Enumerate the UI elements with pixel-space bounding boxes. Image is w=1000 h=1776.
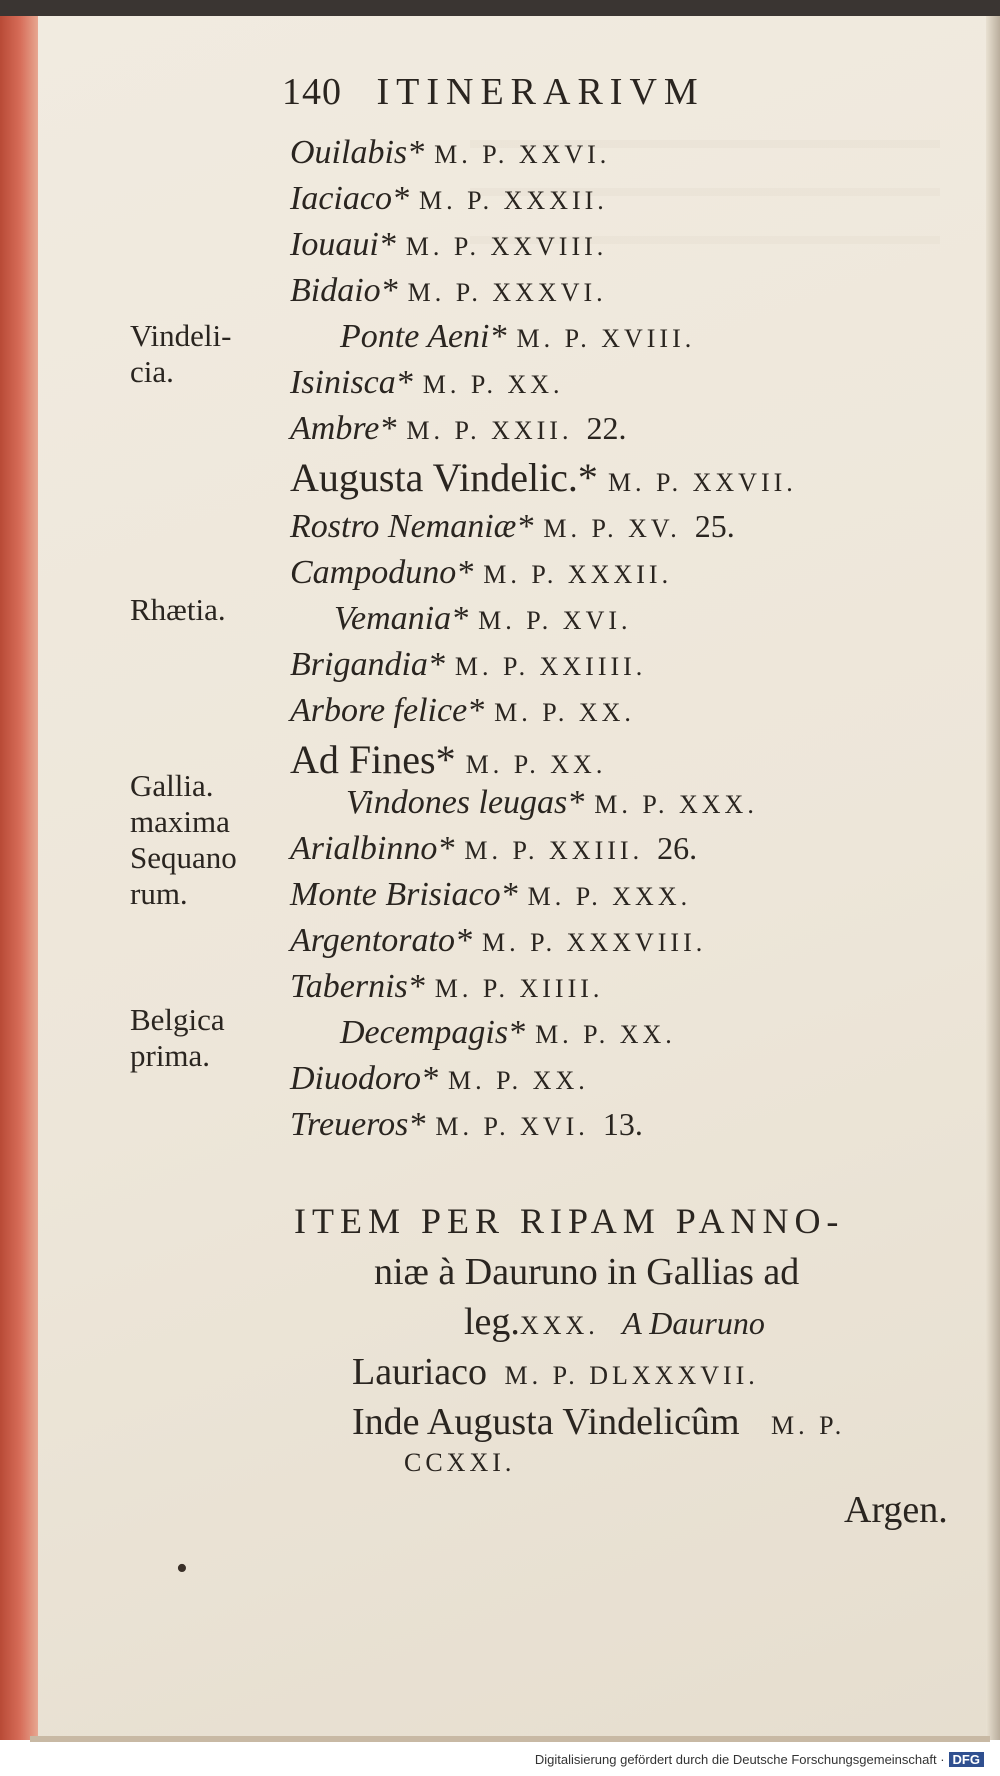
- itinerary-entry: [290, 922, 706, 960]
- heading-text: Inde Augusta Vindelicûm: [352, 1401, 740, 1443]
- distance: M. P. XXIIII.: [454, 652, 647, 681]
- itinerary-entry: [290, 180, 608, 218]
- distance: M. P. XXXII.: [418, 186, 608, 215]
- itinerary-entry: [290, 1060, 589, 1098]
- section-heading-line: [464, 1300, 765, 1344]
- place-name: Tabernis*: [290, 968, 425, 1005]
- place-name: Treueros*: [290, 1106, 426, 1143]
- distance: M. P. XXII.: [406, 416, 573, 445]
- running-header: [282, 70, 705, 114]
- side-note-number: 26.: [657, 830, 698, 866]
- itinerary-entry: [340, 318, 695, 356]
- place-name: Bidaio*: [290, 272, 398, 309]
- heading-text: Lauriaco: [352, 1351, 488, 1393]
- distance: M. P. XXVIII.: [405, 232, 608, 261]
- place-name: Vindones leugas*: [346, 784, 585, 821]
- itinerary-entry: [290, 692, 635, 730]
- itinerary-entry: [346, 784, 758, 822]
- margin-note-line: Sequano: [130, 840, 237, 875]
- itinerary-entry: [290, 830, 697, 868]
- margin-note-line: Vindeli-: [130, 318, 232, 353]
- ink-smudge: •: [176, 1550, 188, 1587]
- heading-numeral: M. P. DLXXXVII.: [504, 1361, 759, 1390]
- distance: M. P. XVI.: [478, 606, 632, 635]
- distance: M. P. XX.: [465, 750, 607, 779]
- distance: M. P. XXXVIII.: [481, 928, 707, 957]
- page-bottom-edge: [30, 1736, 990, 1742]
- itinerary-entry: [290, 454, 797, 501]
- place-name: Arialbinno*: [290, 830, 455, 867]
- itinerary-entry: [290, 226, 607, 264]
- margin-note-line: Rhætia.: [130, 592, 226, 627]
- distance: M. P. XVI.: [435, 1112, 589, 1141]
- section-heading-line: ITEM PER RIPAM PANNO-: [294, 1201, 845, 1241]
- place-name: Ambre*: [290, 410, 397, 447]
- place-name: Iouaui*: [290, 226, 396, 263]
- heading-numeral: M. P.: [771, 1411, 846, 1440]
- side-note-number: 25.: [694, 508, 735, 544]
- itinerary-entry: [290, 646, 646, 684]
- itinerary-entry: [290, 134, 610, 172]
- margin-note-line: Belgica: [130, 1002, 225, 1037]
- margin-note-line: prima.: [130, 1038, 211, 1073]
- itinerary-entry: [290, 1106, 643, 1144]
- place-name: Campoduno*: [290, 554, 474, 591]
- itinerary-entry: [290, 364, 564, 402]
- distance: M. P. XXX.: [594, 790, 758, 819]
- margin-note-gallia: [130, 768, 237, 912]
- section-heading-line: [352, 1350, 759, 1394]
- distance: M. P. XX.: [422, 370, 564, 399]
- heading-text: leg.: [464, 1301, 520, 1343]
- credit-text: Digitalisierung gefördert durch die Deutsche Forschungsgemeinschaft ·: [534, 1752, 945, 1767]
- place-name: Arbore felice*: [290, 692, 485, 729]
- itinerary-entry: [290, 968, 603, 1006]
- itinerary-entry: [334, 600, 632, 638]
- margin-note-rhaetia: [130, 592, 226, 628]
- place-name: Iaciaco*: [290, 180, 409, 217]
- distance: M. P. XXIII.: [464, 836, 644, 865]
- page-right-edge: [986, 16, 1000, 1740]
- itinerary-entry: [290, 508, 735, 546]
- itinerary-entry: [290, 410, 626, 448]
- section-heading-line: CCXXI.: [404, 1448, 516, 1477]
- heading-text: A Dauruno: [622, 1305, 765, 1341]
- distance: M. P. XXXVI.: [407, 278, 607, 307]
- place-name: Augusta Vindelic.*: [290, 455, 598, 500]
- place-name: Monte Brisiaco*: [290, 876, 518, 913]
- margin-note-line: Gallia.: [130, 768, 214, 803]
- distance: M. P. XX.: [494, 698, 635, 727]
- dfg-logo-icon: DFG: [949, 1752, 984, 1767]
- place-name: Diuodoro*: [290, 1060, 438, 1097]
- running-title: ITINERARIVM: [376, 71, 705, 113]
- itinerary-entry: [290, 876, 691, 914]
- distance: M. P. XXVI.: [434, 140, 611, 169]
- place-name: Ponte Aeni*: [340, 318, 507, 355]
- place-name: Argentorato*: [290, 922, 472, 959]
- distance: M. P. XX.: [535, 1020, 676, 1049]
- page-number: 140: [282, 71, 342, 113]
- catchword: Argen.: [844, 1489, 948, 1531]
- itinerary-entry: [290, 736, 606, 783]
- place-name: Decempagis*: [340, 1014, 526, 1051]
- place-name: Brigandia*: [290, 646, 445, 683]
- margin-note-line: maxima: [130, 804, 230, 839]
- distance: M. P. XX.: [447, 1066, 589, 1095]
- place-name: Vemania*: [334, 600, 469, 637]
- place-name: Rostro Nemaniæ*: [290, 508, 534, 545]
- itinerary-entry: [290, 272, 607, 310]
- margin-note-line: cia.: [130, 354, 174, 389]
- margin-note-belgica: [130, 1002, 225, 1074]
- heading-numeral: XXX.: [519, 1311, 599, 1340]
- distance: M. P. XXXII.: [483, 560, 673, 589]
- itinerary-entry: [340, 1014, 676, 1052]
- digitization-credit: [535, 1752, 984, 1767]
- side-note-number: 22.: [586, 410, 627, 446]
- section-heading-line: [352, 1400, 845, 1444]
- distance: M. P. XVIII.: [516, 324, 696, 353]
- itinerary-entry: [290, 554, 672, 592]
- distance: M. P. XXVII.: [607, 468, 797, 497]
- place-name: Ad Fines*: [290, 737, 456, 782]
- distance: M. P. XIIII.: [434, 974, 604, 1003]
- section-heading-line: niæ à Dauruno in Gallias ad: [374, 1251, 800, 1293]
- side-note-number: 13.: [602, 1106, 643, 1142]
- place-name: Ouilabis*: [290, 134, 425, 171]
- scan-top-border: [0, 0, 1000, 16]
- distance: M. P. XXX.: [527, 882, 692, 911]
- place-name: Isinisca*: [290, 364, 413, 401]
- margin-note-vindelicia: [130, 318, 231, 390]
- distance: M. P. XV.: [543, 514, 681, 543]
- margin-note-line: rum.: [130, 876, 188, 911]
